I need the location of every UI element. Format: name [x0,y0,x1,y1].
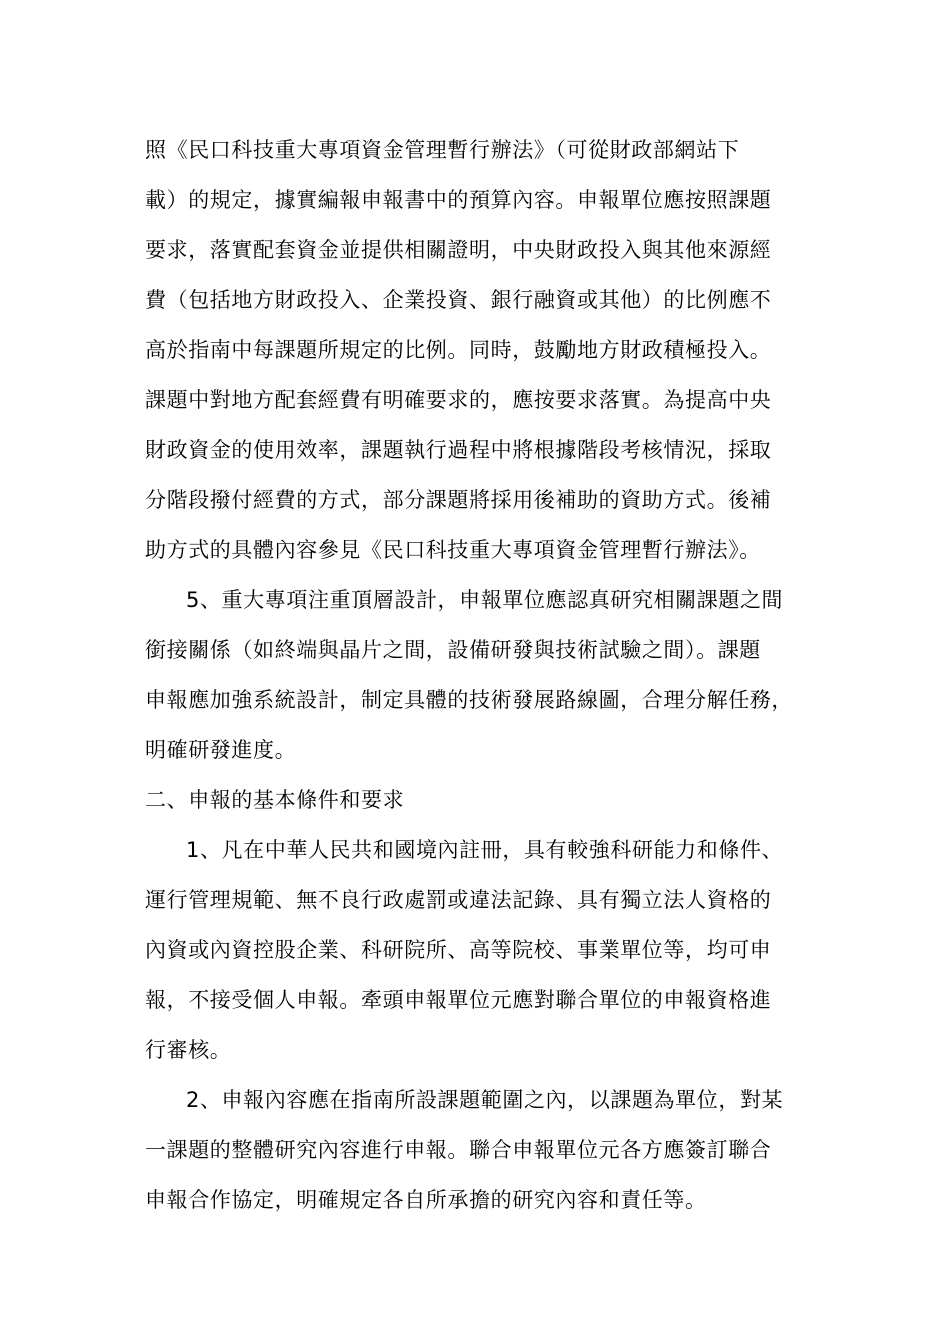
text-line: 明確研發進度。 [145,738,297,762]
text-line: 申報應加強系統設計，制定具體的技術發展路線圖，合理分解任務， [145,688,793,712]
text-line: 申報合作協定，明確規定各自所承擔的研究內容和責任等。 [145,1188,707,1212]
text-line: 一課題的整體研究內容進行申報。聯合申報單位元各方應簽訂聯合 [145,1138,772,1162]
text-line: 照《民口科技重大專項資金管理暫行辦法》（可從財政部網站下 [145,138,740,162]
text-line: 高於指南中每課題所規定的比例。同時，鼓勵地方財政積極投入。 [145,338,772,362]
paragraph-start-line: 1、凡在中華人民共和國境內註冊，具有較強科研能力和條件、 [186,838,784,862]
paragraph-start-line: 5、重大專項注重頂層設計，申報單位應認真研究相關課題之間 [186,588,784,612]
text-line: 課題中對地方配套經費有明確要求的，應按要求落實。為提高中央 [145,388,772,412]
text-line: 費（包括地方財政投入、企業投資、銀行融資或其他）的比例應不 [145,288,772,312]
text-line: 報，不接受個人申報。牽頭申報單位元應對聯合單位的申報資格進 [145,988,772,1012]
text-line: 分階段撥付經費的方式，部分課題將採用後補助的資助方式。後補 [145,488,772,512]
text-line: 助方式的具體內容參見《民口科技重大專項資金管理暫行辦法》。 [145,538,761,562]
text-line: 行審核。 [145,1038,232,1062]
text-line: 銜接關係（如終端與晶片之間，設備研發與技術試驗之間）。課題 [145,638,761,662]
section-heading: 二、申報的基本條件和要求 [145,788,405,812]
text-line: 財政資金的使用效率，課題執行過程中將根據階段考核情況，採取 [145,438,772,462]
text-line: 載）的規定，據實編報申報書中的預算內容。申報單位應按照課題 [145,188,772,212]
text-line: 要求，落實配套資金並提供相關證明，中央財政投入與其他來源經 [145,238,772,262]
text-line: 內資或內資控股企業、科研院所、高等院校、事業單位等，均可申 [145,938,772,962]
paragraph-start-line: 2、申報內容應在指南所設課題範圍之內，以課題為單位，對某 [186,1088,784,1112]
text-line: 運行管理規範、無不良行政處罰或違法記錄、具有獨立法人資格的 [145,888,772,912]
